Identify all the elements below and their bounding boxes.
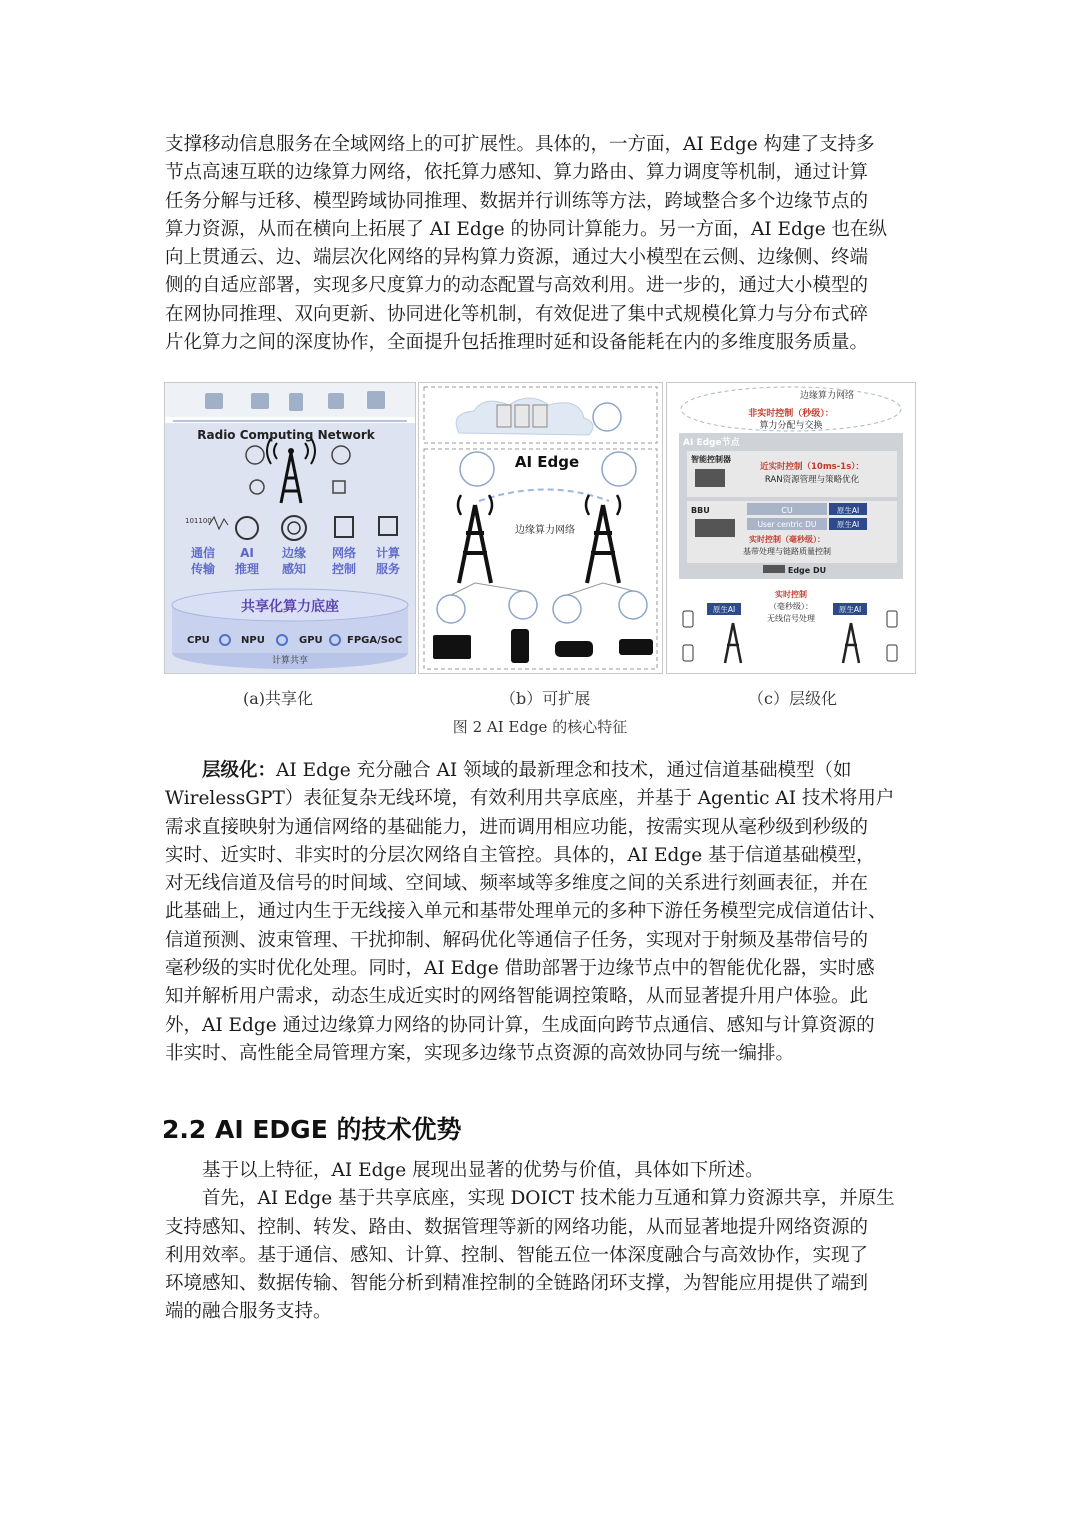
figure-panel-scalable [418, 382, 663, 674]
section-paragraph [165, 1157, 917, 1327]
figure-title: 图 2 AI Edge 的核心特征 [452, 718, 628, 736]
text-line [165, 757, 917, 785]
service-label: 传输 [190, 562, 216, 576]
text-line: 算力资源，从而在横向上拓展了 AI Edge 的协同计算能力。另一方面，AI Edge 也在纵 [165, 218, 888, 240]
text-line: 向上贯通云、边、端层次化网络的异构算力资源，通过大小模型在云侧、边缘侧、终端 [165, 247, 869, 269]
drone-icon [619, 639, 653, 655]
bbu-icon [695, 519, 735, 537]
text-line: 外，AI Edge 通过边缘算力网络的协同计算，生成面向跨节点通信、感知与计算资源的 [165, 1014, 875, 1036]
figure-panel-shared [164, 382, 416, 674]
bbu-label: BBU [691, 506, 710, 515]
text-line: 非实时、高性能全局管理方案，实现多边缘节点资源的高效协同与统一编排。 [165, 1042, 795, 1064]
service-label: 服务 [375, 562, 401, 576]
nearrt-sub: RAN资源管理与策略优化 [764, 475, 860, 485]
hierarchy-paragraph [165, 757, 917, 1068]
service-label: 控制 [331, 562, 357, 576]
text-line: 在网协同推理、双向更新、协同进化等机制，有效促进了集中式规模化算力与分布式碎 [165, 303, 869, 325]
server-icons [497, 405, 547, 427]
service-label: 感知 [281, 562, 307, 576]
section-heading: 2.2 AI EDGE 的技术优势 [162, 1115, 462, 1144]
network-title: Radio Computing Network [197, 428, 375, 442]
tower-icon [458, 495, 492, 583]
controller-label: 智能控制器 [691, 455, 731, 464]
caption-c: （c）层级化 [748, 689, 837, 708]
native-ai-label: 原生AI [838, 605, 862, 614]
service-label: 推理 [234, 562, 260, 576]
rt2-b: （毫秒级）： [769, 602, 813, 611]
laptop-icon [433, 635, 471, 659]
shared-compute-diagram [165, 383, 415, 673]
text-line: 侧的自适应部署，实现多尺度算力的动态配置与高效利用。进一步的，通过大小模型的 [165, 275, 869, 297]
edge-du-label: Edge DU [787, 566, 827, 575]
cu-label: CU [781, 506, 793, 515]
text-line: 知并解析用户需求，动态生成近实时的网络智能调控策略，从而显著提升用户体验。此 [165, 986, 869, 1008]
text-line: 需求直接映射为通信网络的基础能力，进而调用相应功能，按需实现从毫秒级到秒级的 [165, 816, 869, 838]
edge-network-label: 边缘算力网络 [515, 525, 575, 536]
tower-icon [725, 623, 859, 663]
caption-a: (a)共享化 [243, 689, 314, 708]
nearrt-label: 近实时控制（10ms-1s）： [760, 462, 864, 472]
phone-icon [511, 629, 529, 663]
text-line: AI Edge 充分融合 AI 领域的最新理念和技术，通过信道基础模型（如 [276, 760, 852, 781]
car-icon [555, 641, 593, 657]
text-line: 端的融合服务支持。 [165, 1301, 332, 1323]
text-line: 此基础上，通过内生于无线接入单元和基带处理单元的多种下游任务模型完成信道估计、 [165, 901, 887, 923]
base-title: 共享化算力底座 [241, 599, 339, 615]
native-ai-label: 原生AI [836, 506, 860, 515]
rt2-label: 实时控制 [775, 590, 807, 599]
ai-edge-label: AI Edge [514, 453, 580, 471]
text-line: 节点高速互联的边缘算力网络，依托算力感知、算力路由、算力调度等机制，通过计算 [165, 162, 869, 184]
caption-b: （b）可扩展 [500, 689, 591, 708]
text-line: 实时、近实时、非实时的分层次网络自主管控。具体的，AI Edge 基于信道基础模型， [165, 844, 875, 866]
chip-label: GPU [299, 635, 323, 646]
text-line [165, 1185, 917, 1213]
text-line: WirelessGPT）表征复杂无线环境，有效利用共享底座，并基于 Agentic AI 技术将用户 [165, 788, 895, 810]
chip-label: CPU [187, 635, 210, 646]
service-label: 边缘 [281, 546, 307, 560]
rt2-c: 无线信号处理 [767, 614, 815, 623]
service-label: 网络 [331, 546, 357, 560]
binary-text: 101100 [185, 517, 212, 525]
nonrt-label: 非实时控制（秒级）： [748, 409, 834, 419]
chip-label: NPU [241, 635, 265, 646]
top-title: 边缘算力网络 [799, 391, 855, 401]
text-line: 对无线信道及信号的时间域、空间域、频率域等多维度之间的关系进行刻画表征，并在 [165, 873, 869, 895]
nonrt-sub: 算力分配与交换 [759, 421, 823, 431]
controller-icon [695, 469, 725, 487]
link-arrow [479, 490, 609, 502]
hierarchical-control-diagram [667, 383, 915, 673]
service-label: 计算 [375, 546, 401, 560]
text-line: 支持感知、控制、转发、路由、数据管理等新的网络功能，从而显著地提升网络资源的 [165, 1216, 869, 1238]
neural-net-icon [593, 403, 621, 431]
scalable-network-diagram [419, 383, 662, 673]
base-footer: 计算共享 [271, 656, 309, 666]
text-line: 任务分解与迁移、模型跨域协同推理、数据并行训练等方法，跨域整合多个边缘节点的 [165, 190, 869, 212]
figure-panel-hierarchical [666, 382, 916, 674]
chip-label: FPGA/SoC [347, 635, 403, 646]
text-line [165, 1157, 917, 1185]
udu-label: User centric DU [757, 520, 817, 529]
rt-sub: 基带处理与链路质量控制 [743, 547, 831, 556]
text-line: 片化算力之间的深度协作，全面提升包括推理时延和设备能耗在内的多维度服务质量。 [165, 332, 869, 354]
rt-label: 实时控制（毫秒级）： [749, 535, 825, 544]
text-line: 毫秒级的实时优化处理。同时，AI Edge 借助部署于边缘节点中的智能优化器，实时感 [165, 958, 875, 980]
intro-paragraph [165, 131, 917, 357]
text-line: 信道预测、波束管理、干扰抑制、解码优化等通信子任务，实现对于射频及基带信号的 [165, 929, 869, 951]
text-line: 首先，AI Edge 基于共享底座，实现 DOICT 技术能力互通和算力资源共享，并原生 [202, 1188, 895, 1210]
text-line: 环境感知、数据传输、智能分析到精准控制的全链路闭环支撑，为智能应用提供了端到 [165, 1273, 869, 1295]
text-line: 利用效率。基于通信、感知、计算、控制、智能五位一体深度融合与高效协作，实现了 [165, 1244, 869, 1266]
native-ai-label: 原生AI [836, 520, 860, 529]
edge-du-icon [763, 565, 785, 573]
connections [451, 583, 633, 595]
service-label: 通信 [190, 546, 216, 560]
text-line: 基于以上特征，AI Edge 展现出显著的优势与价值，具体如下所述。 [202, 1160, 764, 1181]
text-line: 支撑移动信息服务在全域网络上的可扩展性。具体的，一方面，AI Edge 构建了支持多 [165, 134, 875, 155]
service-label: AI [240, 546, 254, 560]
node-title: AI Edge节点 [683, 438, 740, 448]
tower-icon [586, 495, 620, 583]
native-ai-label: 原生AI [712, 605, 736, 614]
paragraph-lead: 层级化： [202, 760, 277, 781]
